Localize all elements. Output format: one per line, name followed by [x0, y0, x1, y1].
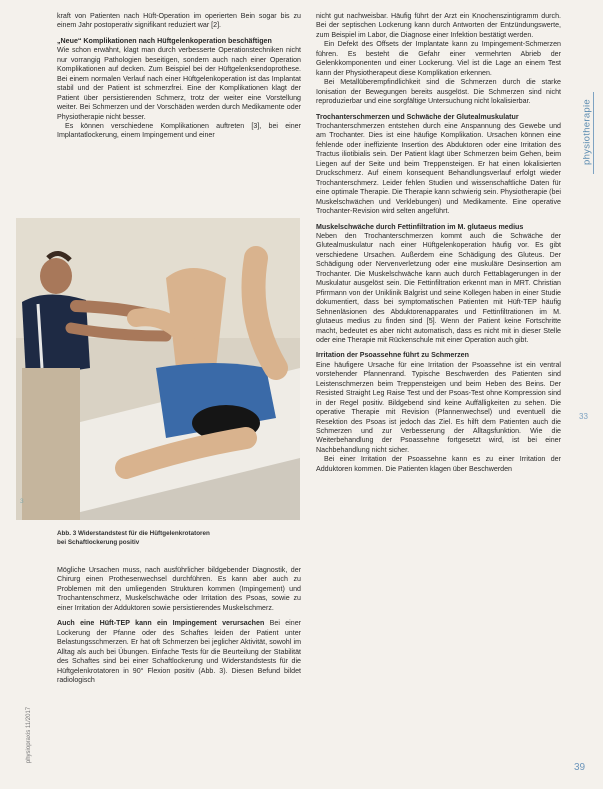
paragraph: Bei Metallüberempfindlichkeit sind die Schmerzen durch die starke Ionisation der Bewegungen bereits ausgelöst. Die Schmerzen sind nicht reproduzierbar und eine sorgfältige Untersuchung nicht lokalisierbar.	[316, 78, 561, 106]
journal-footer	[24, 690, 34, 780]
paragraph: nicht gut nachweisbar. Häufig führt der Arzt ein Knochenszintigramm durch. Bei der septischen Lockerung kann durch Antworten der Entzündungswerte, zum Beispiel im Labor, die Diagnose einer Infektion bestätigt werden.	[316, 12, 561, 39]
right-column	[316, 12, 561, 474]
left-column-top	[57, 12, 301, 141]
paragraph: Mögliche Ursachen muss, nach ausführlicher bildgebender Diagnostik, der Chirurg einen Prothesenwechsel durchführen. Es kann aber auch zu Problemen mit den umliegenden Strukturen kommen (Impingement) und Trochantenschmerz, Muskelschwäche oder Irritation des Psoas, sowie zu einer Irritation der Adduktoren sowie persistierendes Muskelschmerz.	[57, 566, 301, 612]
paragraph	[57, 619, 301, 685]
paragraph: kraft von Patienten nach Hüft-Operation im operierten Bein sogar bis zu einem Jahr postoperativ signifikant reduziert war [2].	[57, 12, 301, 30]
section-heading: „Neue“ Komplikationen nach Hüftgelenkoperation beschäftigen	[57, 36, 272, 45]
photo-illustration	[16, 218, 300, 520]
journal-footer-text: physiopraxis 11/2017	[26, 706, 32, 764]
left-column-bottom	[57, 566, 301, 685]
paragraph: Eine häufigere Ursache für eine Irritation der Psoassehne ist ein ventral vorstehender Pfannenrand. Typische Beschwerden des Patienten sind Leistenschmerzen beim Treppensteigen und beim Heben des Beins. Der Resisted Straight Leg Raise Test und der Psoas-Test ohne Kompression sind in der Regel positiv. Bildgebend sind keine Auffälligkeiten zu sehen. Die operative Therapie mit Revision (Pfannenwechsel) und eventuell die Resektion des Psoas ist jedoch das Ziel. Es hilft dem Patienten auch die Schmerzen und zur Verbesserung der Alltagsfunktion. Wie die Weiterbehandlung der Psoassehne fortgesetzt wird, ist bei einer Nachbehandlung nicht sicher.	[316, 360, 561, 454]
paragraph: Ein Defekt des Offsets der Implantate kann zu Impingement-Schmerzen führen. Es besteht die Gefahr einer vermehrten Abrieb der Gelenkkomponenten und einer Lockerung. Viel ist die Lage an einem Test kann der Physiotherapeut diese Komplikation erkennen.	[316, 40, 561, 77]
paragraph: Bei einer Irritation der Psoassehne kann es zu einer Irritation der Adduktoren kommen. Die Patienten klagen über Beschwerden	[316, 455, 561, 473]
side-number: 33	[579, 412, 588, 421]
page-number: 39	[574, 762, 586, 773]
section-heading: Muskelschwäche durch Fettinfiltration im M. glutaeus medius	[316, 222, 524, 231]
section-heading: Trochanterschmerzen und Schwäche der Glutealmuskulatur	[316, 112, 519, 121]
figure-caption: Abb. 3 Widerstandstest für die Hüftgelenkrotatoren bei Schaftlockerung positiv	[57, 530, 210, 546]
paragraph: Wie schon erwähnt, klagt man durch verbesserte Operationstechniken nicht nur vorrangig Pathologien beseitigen, sondern auch nach einer Operation Komplikationen auf decken. Zum Beispiel bei der Hüftgelenksendoprothese. Bei einem normalen Verlauf nach einer Hüftgelenkoperation ist das Implantat stabil und der Patient ist schmerzfrei. Eine der Komplikationen klagt der Patient über persistierenden Schmerz, trotz der weiter eine Vorstellung weiter. Bei Schmerzen und der Vorschäden werden durch Medikamente oder Physiotherapie nicht besser.	[57, 46, 301, 121]
figure-marker: 3	[20, 498, 24, 505]
section-tab	[580, 84, 594, 180]
paragraph: Trochanterschmerzen entstehen durch eine Anspannung des Gewebe und am Trochanter. Dies ist eine häufige Komplikation. Ursachen können eine fehlende oder ineffiziente Insertion des Abduktoren oder eine Irritation des Tractus iliotibialis sein. Der Patient klagt über Schmerzen beim Gehen, beim Liegen auf der Seite und beim Treppensteigen. Er hat einen lokalisierten Druckschmerz. Auf einem konsequent Behandlungsverlauf erfolgt wieder Trochanterschmerz. Leider fehlen Studien und wissenschaftliche Daten für eine optimale Therapie. Die Therapie kann schwierig sein. Physiotherapie (bei Muskelschwächen und Verklebungen) und Medikamente. Eine operative Trochanter-Revision wird selten angeführt.	[316, 121, 562, 216]
section-tab-label: physiotherapie	[581, 99, 593, 165]
therapy-photo	[16, 218, 300, 520]
paragraph: Neben den Trochanterschmerzen kommt auch die Schwäche der Glutealmuskulatur nach einer Hüftgelenkoperation häufig vor. Es gibt verschiedene Ursachen. Außerdem eine Schädigung des Gluteus. Der Schädigung oder Nervenverletzung oder eine muskuläre Desinsertion am Trochanter. Die Muskelschwäche kann auch durch Fettablagerungen in der Muskulatur ausgelöst sein. Die Fettinfiltration erkennt man in MRT. Christian Pfirrmann von der Uniklinik Balgrist und seine Kollegen haben in einer Studie dokumentiert, dass bei symptomatischen Patienten mit Hüft-TEP häufig Sehnenläsionen des Abduktorenapparates und Fettinfiltrationen im M. glutaeus medius zu finden sind [5]. Wenn der Patient keine Fortschritte macht, bedeutet es aber nicht automatisch, dass es nicht mit in dieser Stelle oder eine Therapie mit Rückenschule mit einer Operation auch gibt.	[316, 231, 561, 344]
section-heading: Irritation der Psoassehne führt zu Schmerzen	[316, 351, 469, 360]
paragraph-text: Bei einer Lockerung der Pfanne oder des Schaftes leiden der Patient unter Belastungsschmerzen. Er hat oft Schmerzen bei jeglicher Aktivität, sowohl im Alltag als auch bei Übungen. Einfache Tests für die Beurteilung der Stabilität des Schaftes sind bei einer Schaftlockerung und Widerstandstests für die Hüftgelenkrotatoren in 90° Flexion positiv (Abb. 3). Diesen Befund bildet radiologisch	[57, 619, 302, 684]
section-tab-bar	[593, 92, 594, 174]
inline-heading: Auch eine Hüft-TEP kann ein Impingement verursachen	[57, 619, 265, 628]
paragraph: Es können verschiedene Komplikationen auftreten [3], bei einer Implantatlockerung, einem Impingement und einer	[57, 121, 301, 140]
